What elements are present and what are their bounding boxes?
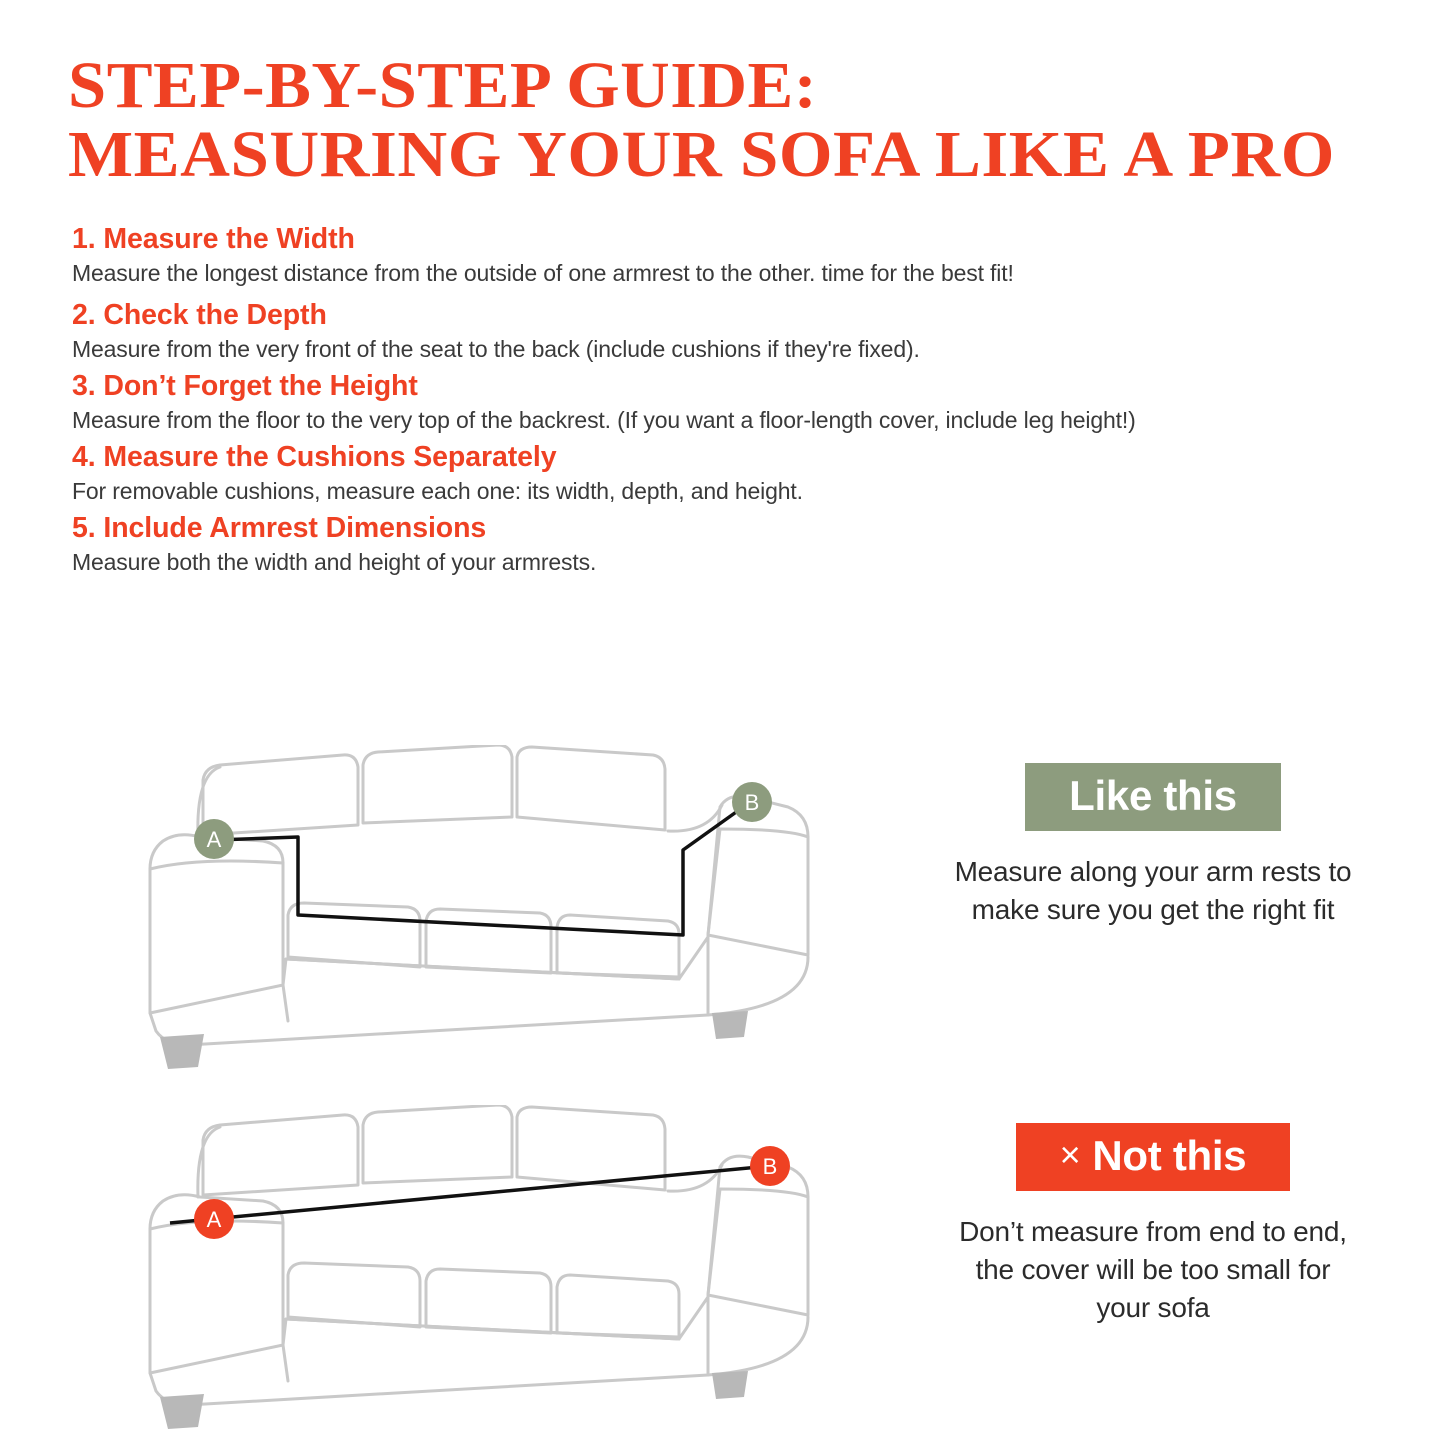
- step-item: [68, 512, 1383, 577]
- callout-bad-text: Don’t measure from end to end, the cover will be too small for your sofa: [959, 1216, 1347, 1323]
- illustration-panels: [68, 745, 1383, 1425]
- panel-bad-example: [68, 1105, 1383, 1445]
- step-heading: 5. Include Armrest Dimensions: [72, 511, 487, 544]
- badge-not-this: [1016, 1123, 1291, 1191]
- badge-like-this: [1025, 763, 1281, 831]
- callout-good-text: Measure along your arm rests to make sure you get the right fit: [954, 856, 1352, 925]
- sofa-diagram-bad: [108, 1105, 938, 1435]
- svg-text:A: A: [206, 1207, 222, 1232]
- step-heading: 2. Check the Depth: [72, 299, 327, 332]
- step-heading: 1. Measure the Width: [72, 222, 355, 255]
- step-item: [68, 299, 1383, 364]
- sofa-illustration-bad: [108, 1105, 868, 1435]
- svg-text:B: B: [744, 790, 760, 815]
- sofa-illustration-good: [108, 745, 868, 1075]
- badge-label: Like this: [1069, 772, 1237, 819]
- svg-text:B: B: [762, 1154, 778, 1179]
- page-title: [68, 49, 1383, 192]
- step-item: [68, 223, 1383, 288]
- steps-list: [68, 223, 1383, 577]
- title-line-1: STEP-BY-STEP GUIDE:: [68, 49, 818, 122]
- sofa-diagram-good: [108, 745, 938, 1075]
- title-line-2: MEASURING YOUR SOFA LIKE A PRO: [68, 118, 1335, 192]
- step-heading: 4. Measure the Cushions Separately: [72, 440, 557, 473]
- panel-good-example: [68, 745, 1383, 1085]
- step-heading: 3. Don’t Forget the Height: [72, 370, 418, 403]
- step-description: Measure from the floor to the very top of the backrest. (If you want a floor-length cover, include leg height!): [72, 407, 1136, 434]
- svg-text:A: A: [206, 827, 222, 852]
- x-icon: ×: [1059, 1134, 1081, 1175]
- step-description: For removable cushions, measure each one: its width, depth, and height.: [72, 477, 803, 504]
- step-description: Measure from the very front of the seat to the back (include cushions if they're fixed).: [72, 336, 920, 363]
- callout-good: [953, 763, 1353, 929]
- badge-label: Not this: [1092, 1132, 1247, 1179]
- step-description: Measure both the width and height of your armrests.: [72, 548, 597, 575]
- step-description: Measure the longest distance from the outside of one armrest to the other. time for the best fit!: [72, 259, 1014, 286]
- step-item: [68, 441, 1383, 506]
- step-item: [68, 370, 1383, 435]
- callout-bad: [953, 1123, 1353, 1326]
